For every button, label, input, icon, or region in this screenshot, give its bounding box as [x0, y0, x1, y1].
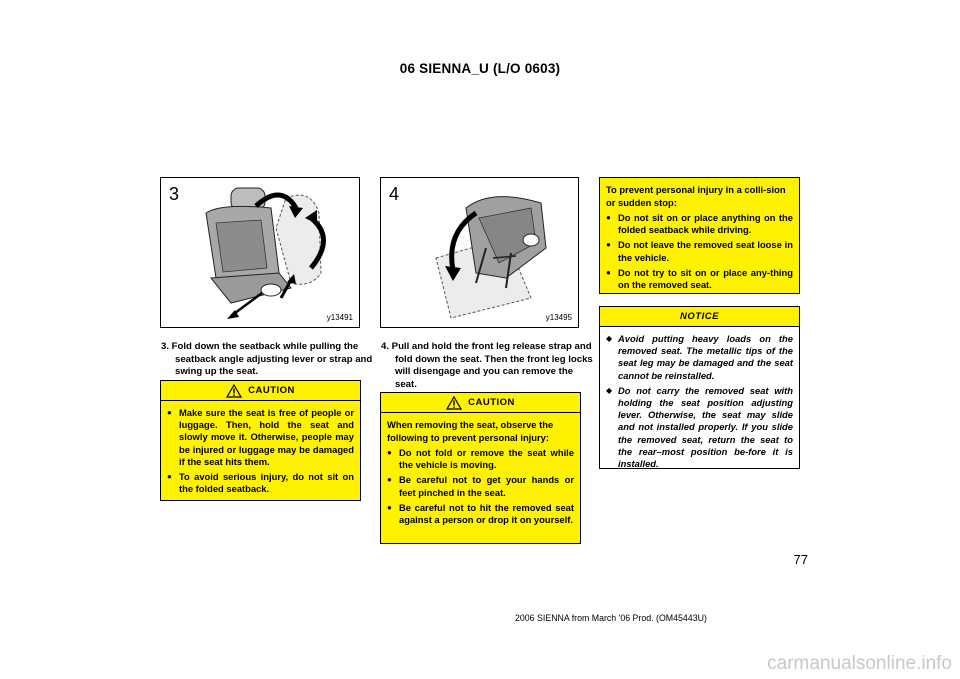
list-item: ◆ Do not carry the removed seat with holding the seat position adjusting lever. Otherwise, the seat may slide and not installed properly. If you slide the removed seat, return the seat to the rear–most position be-fore it is installed.: [606, 384, 793, 470]
list-item: ● Do not leave the removed seat loose in the vehicle.: [606, 239, 793, 263]
bullet-icon: ●: [387, 475, 392, 485]
list-item: ◆ Avoid putting heavy loads on the removed seat. The metallic tips of the seat leg may be damaged and the seat cannot be reinstalled.: [606, 333, 793, 381]
page-header: 06 SIENNA_U (L/O 0603): [399, 61, 561, 76]
list-item: ● Be careful not to hit the removed seat against a person or drop it on yourself.: [387, 501, 574, 526]
figure-3: [160, 177, 360, 328]
bullet-icon: ●: [606, 240, 611, 250]
bullet-icon: ●: [387, 502, 392, 512]
caution-1-list: [161, 407, 360, 495]
caution-heading-label: CAUTION: [248, 385, 295, 396]
list-item: ● Do not sit on or place anything on the folded seatback while driving.: [606, 212, 793, 236]
bullet-icon: ●: [606, 213, 611, 222]
caution-heading: [381, 393, 580, 413]
step-3-text: 3. Fold down the seatback while pulling the seatback angle adjusting lever or strap and swing up the seat.: [161, 341, 373, 377]
diamond-bullet-icon: ◆: [606, 334, 613, 343]
caution-3-list: [600, 212, 799, 291]
seat-fold-illustration: [161, 178, 359, 327]
list-item: ● Do not try to sit on or place any-thing on the removed seat.: [606, 266, 793, 291]
list-item: ● Be careful not to get your hands or feet pinched in the seat.: [387, 474, 574, 498]
figure-4: [380, 177, 579, 328]
bullet-icon: ●: [167, 472, 172, 482]
figure-number: 4: [389, 184, 400, 204]
watermark[interactable]: carmanualsonline.info: [767, 653, 952, 674]
warning-triangle-icon: [446, 396, 462, 410]
seat-removal-illustration: [381, 178, 578, 327]
caution-intro: When removing the seat, observe the following to prevent personal injury:: [387, 419, 554, 443]
page-footer: 2006 SIENNA from March '06 Prod. (OM45443U): [515, 613, 707, 623]
figure-code: y13495: [545, 313, 572, 322]
caution-heading-label: CAUTION: [468, 397, 515, 408]
list-item: ● Make sure the seat is free of people or luggage. Then, hold the seat and slowly move it. Otherwise, people may be injured or luggage may be damaged if the seat hits them.: [167, 407, 354, 467]
bullet-icon: ●: [387, 448, 392, 457]
warning-triangle-icon: [226, 384, 242, 398]
page-number: 77: [793, 552, 808, 567]
figure-code: y13491: [326, 313, 353, 322]
caution-heading: [161, 381, 360, 401]
notice-box: [599, 306, 800, 469]
caution-intro: To prevent personal injury in a colli-sion or sudden stop:: [606, 184, 786, 208]
notice-heading: NOTICE: [600, 307, 799, 327]
list-item: ● To avoid serious injury, do not sit on the folded seatback.: [167, 471, 354, 495]
caution-box-1: [160, 380, 361, 501]
step-4-text: 4. Pull and hold the front leg release strap and fold down the seat. Then the front leg locks will disengage and you can remove the seat.: [381, 341, 593, 390]
caution-2-list: [381, 447, 580, 526]
bullet-icon: ●: [606, 267, 611, 277]
caution-box-2: [380, 392, 581, 544]
diamond-bullet-icon: ◆: [606, 385, 613, 395]
caution-box-3: [599, 177, 800, 294]
bullet-icon: ●: [167, 408, 172, 417]
figure-number: 3: [169, 184, 180, 204]
list-item: ● Do not fold or remove the seat while the vehicle is moving.: [387, 447, 574, 471]
notice-list: [600, 333, 799, 470]
